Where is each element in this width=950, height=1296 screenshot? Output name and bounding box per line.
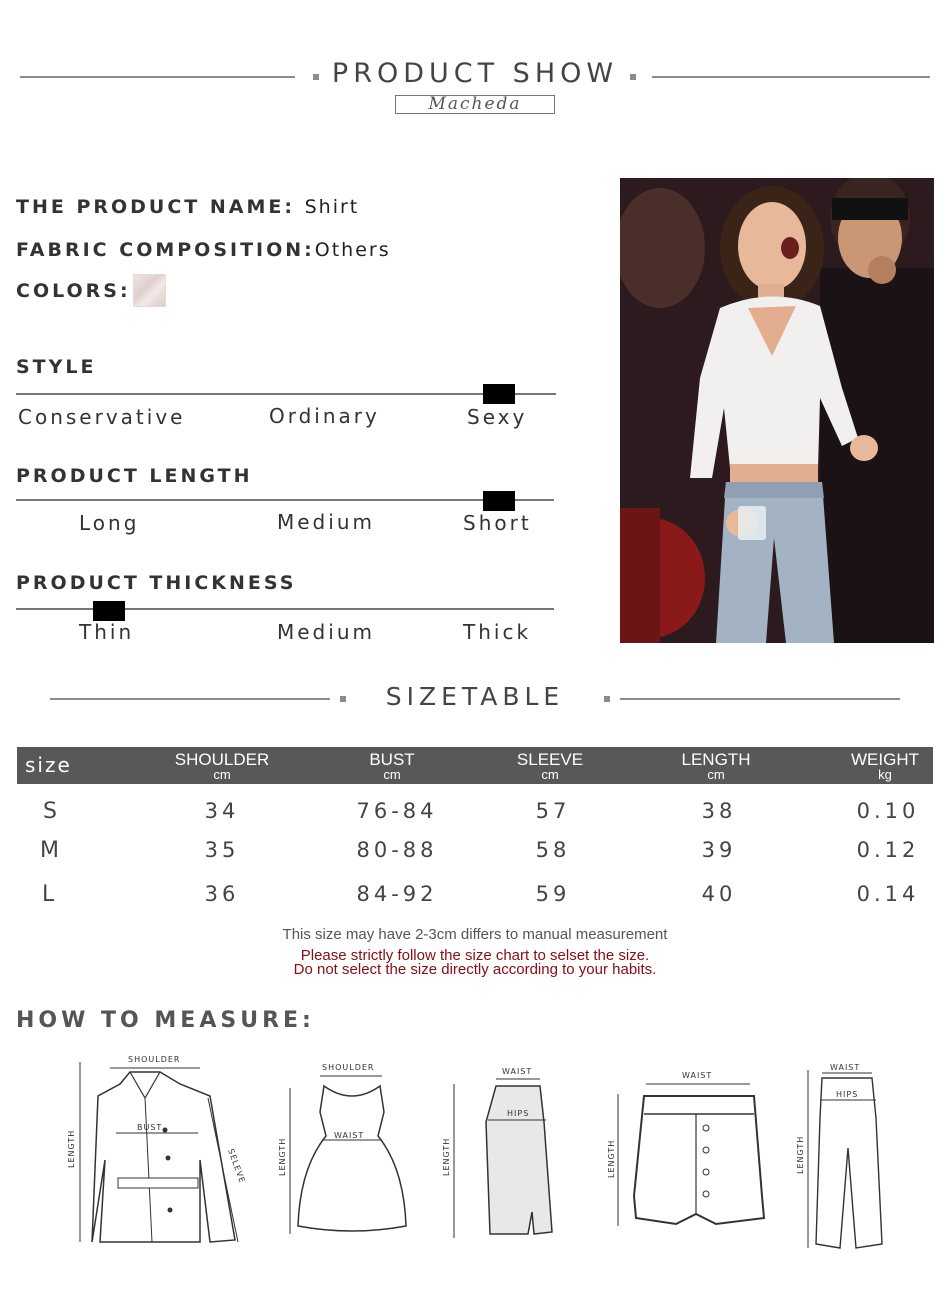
length-option-short: Short xyxy=(463,511,532,535)
pants-measure-diagram xyxy=(790,1058,900,1253)
size-warning-1: Please strictly follow the size chart to selset the size. xyxy=(300,947,650,964)
header-dot-right xyxy=(630,74,636,80)
dress-length-label: LENGTH xyxy=(278,1137,287,1176)
size-note: This size may have 2-3cm differs to manual measurement xyxy=(282,926,668,943)
pants-length-label: LENGTH xyxy=(796,1135,805,1174)
row-l-sleeve: 59 xyxy=(535,882,571,906)
length-title: PRODUCT LENGTH xyxy=(16,465,253,487)
row-m-sleeve: 58 xyxy=(535,838,571,862)
weight-column-header xyxy=(815,747,950,784)
style-option-conservative: Conservative xyxy=(18,405,186,429)
fabric-label: FABRIC COMPOSITION: xyxy=(16,239,315,261)
pants-hips-label: HIPS xyxy=(836,1090,859,1099)
row-s-bust: 76-84 xyxy=(356,799,438,823)
skirt-measure-diagram xyxy=(436,1062,566,1242)
row-s-shoulder: 34 xyxy=(204,799,240,823)
shoulder-column-header xyxy=(152,747,292,784)
weight-header-unit: kg xyxy=(878,767,892,782)
product-photo xyxy=(620,178,934,643)
bust-header-name: BUST xyxy=(369,750,415,769)
row-s-sleeve: 57 xyxy=(535,799,571,823)
row-l-length: 40 xyxy=(701,882,737,906)
product-name-label: THE PRODUCT NAME: xyxy=(16,196,295,218)
page-title: PRODUCT SHOW xyxy=(331,58,619,89)
product-name-row xyxy=(16,196,359,218)
length-option-long: Long xyxy=(79,511,140,535)
fabric-row xyxy=(16,239,391,261)
jacket-measure-diagram xyxy=(60,1050,250,1250)
product-name-value: Shirt xyxy=(304,196,360,218)
shoulder-header-name: SHOULDER xyxy=(174,750,270,769)
skirt-hips-label: HIPS xyxy=(507,1109,530,1118)
size-warning-2: Do not select the size directly according to your habits. xyxy=(293,961,657,978)
jacket-sleeve-label: SELEVE xyxy=(226,1147,247,1185)
dress-measure-diagram xyxy=(272,1058,422,1243)
shorts-length-label: LENGTH xyxy=(607,1139,616,1178)
shoulder-header-unit: cm xyxy=(213,767,231,782)
bust-column-header xyxy=(322,747,462,784)
thickness-option-thick: Thick xyxy=(463,620,532,644)
thickness-marker xyxy=(93,601,125,621)
bust-header-unit: cm xyxy=(383,767,401,782)
row-s-size: S xyxy=(43,799,57,824)
row-l-weight: 0.14 xyxy=(856,882,920,906)
color-swatch[interactable] xyxy=(133,274,166,307)
weight-header-name: WEIGHT xyxy=(851,750,919,769)
row-m-size: M xyxy=(40,838,59,863)
length-scale-line xyxy=(16,499,554,501)
skirt-length-label: LENGTH xyxy=(442,1137,451,1176)
style-marker xyxy=(483,384,515,404)
length-header-name: LENGTH xyxy=(681,750,751,769)
row-m-length: 39 xyxy=(701,838,737,862)
row-l-bust: 84-92 xyxy=(356,882,438,906)
pants-waist-label: WAIST xyxy=(830,1063,861,1072)
length-header-unit: cm xyxy=(707,767,725,782)
sleeve-column-header xyxy=(480,747,620,784)
how-to-measure-title: HOW TO MEASURE: xyxy=(16,1008,315,1033)
row-m-shoulder: 35 xyxy=(204,838,240,862)
length-marker xyxy=(483,491,515,511)
jacket-bust-label: BUST xyxy=(137,1123,163,1132)
row-m-weight: 0.12 xyxy=(856,838,920,862)
thickness-option-medium: Medium xyxy=(277,620,375,644)
thickness-title: PRODUCT THICKNESS xyxy=(16,572,297,594)
sleeve-header-unit: cm xyxy=(541,767,559,782)
sizetable-title: SIZETABLE xyxy=(385,682,565,711)
header-rule-right xyxy=(652,76,930,78)
brand-logo: Macheda xyxy=(395,95,555,114)
colors-label: COLORS: xyxy=(16,280,131,302)
style-option-sexy: Sexy xyxy=(467,405,528,429)
shorts-waist-label: WAIST xyxy=(682,1071,713,1080)
row-s-weight: 0.10 xyxy=(856,799,920,823)
thickness-option-thin: Thin xyxy=(79,620,135,644)
size-dot-right xyxy=(604,696,610,702)
shorts-measure-diagram xyxy=(604,1066,774,1231)
length-option-medium: Medium xyxy=(277,510,375,534)
jacket-shoulder-label: SHOULDER xyxy=(128,1055,181,1064)
jacket-length-label: LENGTH xyxy=(67,1129,76,1168)
length-column-header xyxy=(646,747,786,784)
style-option-ordinary: Ordinary xyxy=(269,404,380,428)
row-l-shoulder: 36 xyxy=(204,882,240,906)
size-column-header: size xyxy=(25,753,72,777)
dress-shoulder-label: SHOULDER xyxy=(322,1063,375,1072)
row-l-size: L xyxy=(42,882,55,907)
size-table-header xyxy=(17,747,933,784)
size-rule-right xyxy=(620,698,900,700)
dress-waist-label: WAIST xyxy=(334,1131,365,1140)
row-m-bust: 80-88 xyxy=(356,838,438,862)
style-scale-line xyxy=(16,393,556,395)
sleeve-header-name: SLEEVE xyxy=(516,750,584,769)
style-title: STYLE xyxy=(16,356,97,378)
row-s-length: 38 xyxy=(701,799,737,823)
skirt-waist-label: WAIST xyxy=(502,1067,533,1076)
fabric-value: Others xyxy=(314,239,391,261)
